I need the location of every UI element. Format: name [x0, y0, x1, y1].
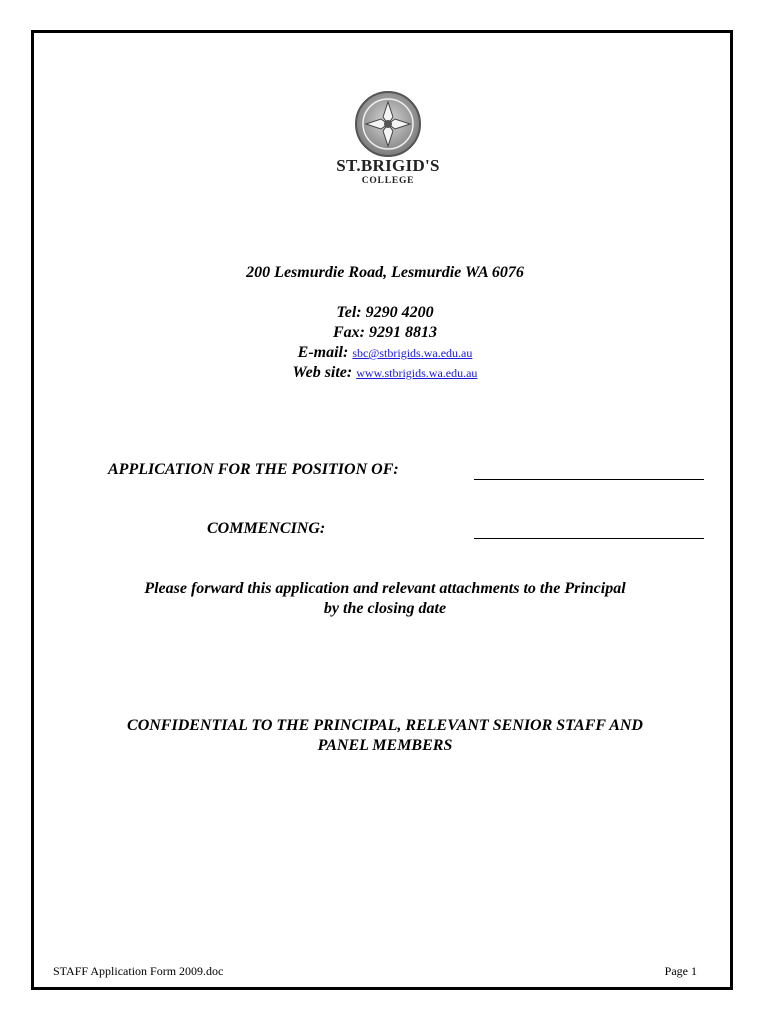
position-label: APPLICATION FOR THE POSITION OF: [108, 461, 399, 478]
commencing-field[interactable] [474, 538, 704, 539]
school-address: 200 Lesmurdie Road, Lesmurdie WA 6076 [246, 264, 524, 281]
college-logo-subtitle: COLLEGE [361, 176, 415, 186]
commencing-label: COMMENCING: [207, 520, 326, 537]
email-label: E-mail: [297, 344, 349, 361]
website-label: Web site: [292, 364, 353, 381]
website-line [0, 364, 770, 382]
college-logo-name: ST.BRIGID'S [336, 156, 440, 175]
confidential-notice-line-2: PANEL MEMBERS [317, 737, 453, 754]
footer-page-number: Page 1 [664, 964, 697, 978]
telephone: Tel: 9290 4200 [336, 304, 434, 321]
instructions-line-2: by the closing date [323, 600, 447, 617]
confidential-notice-line-1: CONFIDENTIAL TO THE PRINCIPAL, RELEVANT SENIOR STAFF AND [127, 717, 643, 734]
instructions-line-1: Please forward this application and relevant attachments to the Principal [144, 580, 626, 597]
email-link[interactable]: sbc@stbrigids.wa.edu.au [352, 346, 473, 360]
fax: Fax: 9291 8813 [333, 324, 437, 341]
email-line [0, 344, 770, 362]
footer-filename: STAFF Application Form 2009.doc [53, 964, 224, 978]
crest-icon [354, 90, 422, 158]
position-field[interactable] [474, 479, 704, 480]
website-link[interactable]: www.stbrigids.wa.edu.au [356, 366, 478, 380]
college-logo [334, 90, 442, 190]
